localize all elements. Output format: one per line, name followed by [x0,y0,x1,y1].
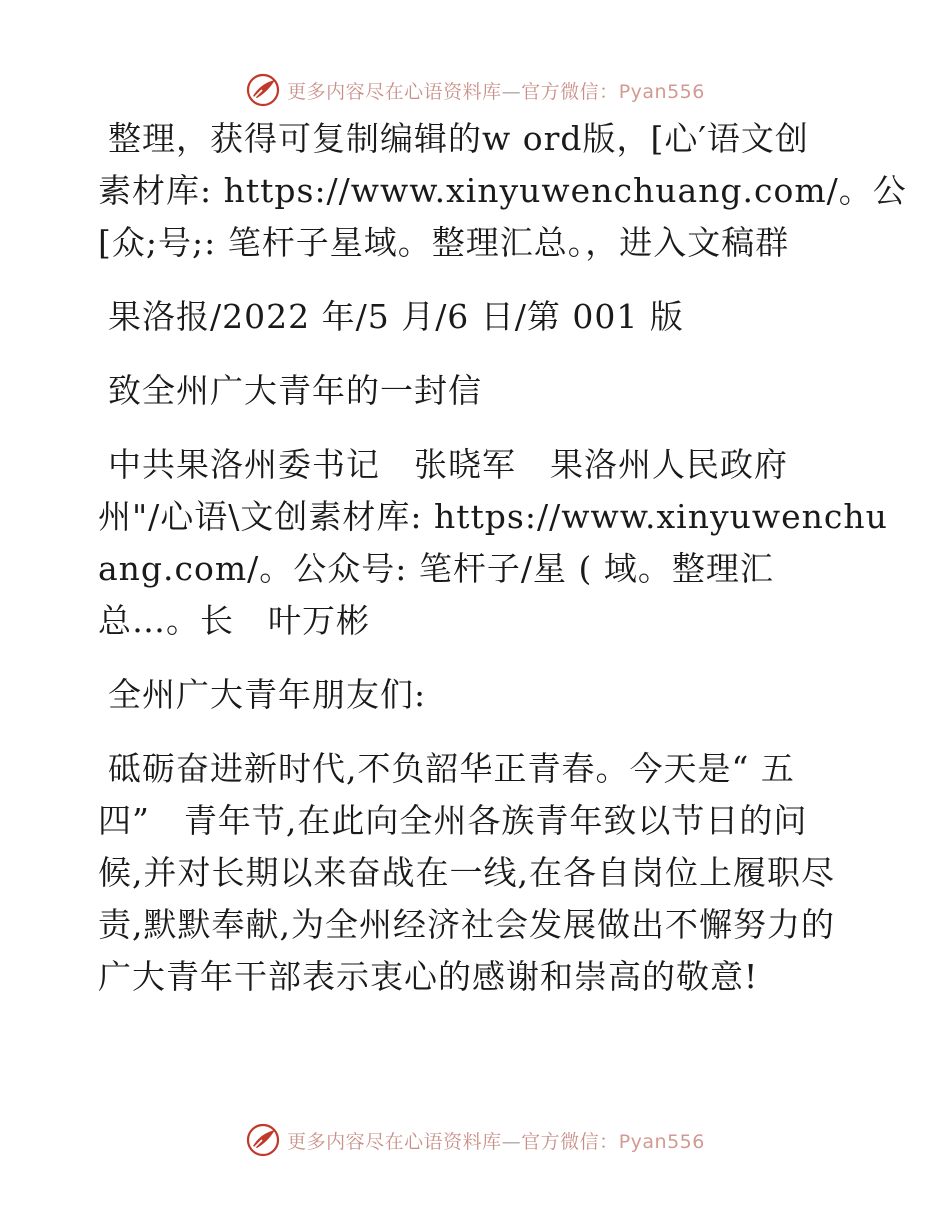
banner-text [287,77,705,104]
salutation: 全州广大青年朋友们: [108,675,427,714]
banner-contact-label: 官方微信： [521,80,619,103]
intro-line: [众;号;: 笔杆子星域。整理汇总。，进入文稿群 [98,223,790,262]
banner-handle: Pyan556 [618,80,705,103]
pen-nib-logo-icon [245,72,281,108]
body-line: 责,默默奉献,为全州经济社会发展做出不懈努力的 [98,905,835,944]
pen-nib-logo-icon [245,1122,281,1158]
footer-banner [0,1120,950,1160]
intro-line: 整理，获得可复制编辑的w ord版，[心′语文创 [108,119,809,158]
banner-title: 更多内容尽在心语资料库 [287,1130,502,1153]
banner-dash: — [501,80,522,103]
body-line: 广大青年干部表示衷心的感谢和崇高的敬意! [98,957,759,996]
banner-title: 更多内容尽在心语资料库 [287,80,502,103]
header-banner [0,70,950,110]
banner-contact-label: 官方微信： [521,1130,619,1153]
body-line: 砥砺奋进新时代,不负韶华正青春。今天是“ 五 [108,749,795,788]
banner-text [287,1127,705,1154]
body-line: 四” 青年节,在此向全州各族青年致以节日的问 [98,801,808,840]
article-title: 致全州广大青年的一封信 [108,371,482,410]
author-line: 州"/心语\文创素材库: https://www.xinyuwenchu [98,497,888,536]
intro-line: 素材库: https://www.xinyuwenchuang.com/。公 [98,171,907,210]
banner-dash: — [501,1130,522,1153]
dateline: 果洛报/2022 年/5 月/6 日/第 001 版 [108,297,684,336]
author-line: 总…。长 叶万彬 [98,601,370,640]
banner-handle: Pyan556 [618,1130,705,1153]
author-line: ang.com/。公众号: 笔杆子/星 ( 域。整理汇 [98,549,774,588]
body-line: 候,并对长期以来奋战在一线,在各自岗位上履职尽 [98,853,835,892]
document-body [98,119,907,1012]
author-line: 中共果洛州委书记 张晓军 果洛州人民政府 [108,445,788,484]
